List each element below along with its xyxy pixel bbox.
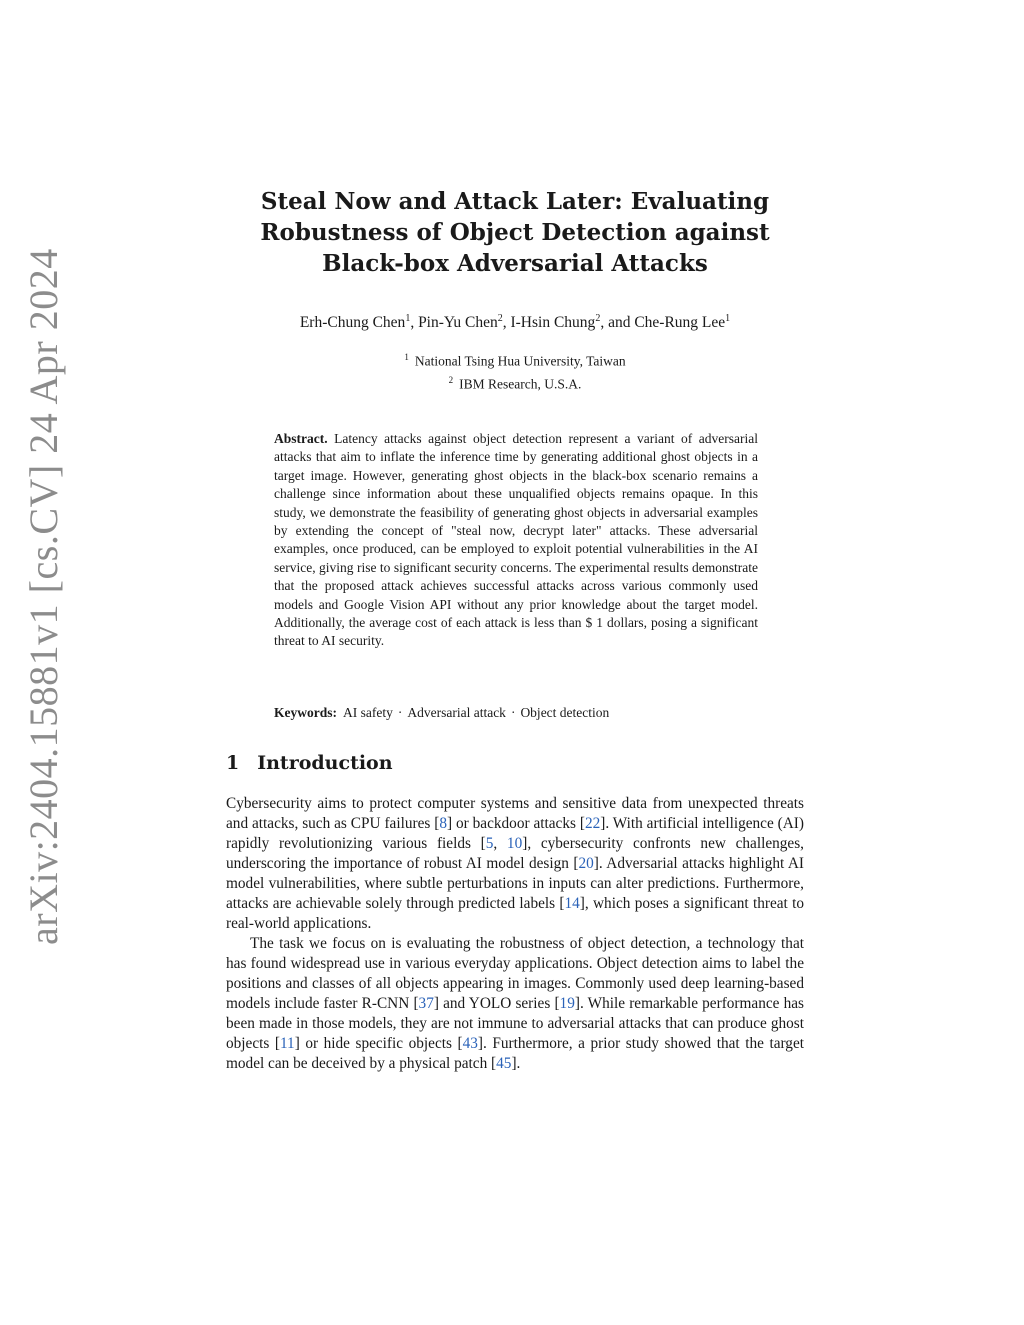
keyword-separator: ·: [510, 705, 516, 720]
author-affiliation-mark: 1: [725, 313, 731, 324]
keyword: AI safety: [343, 705, 393, 720]
paragraph-text: Cybersecurity aims to protect computer systems and sensitive data from unexpected threats and attacks, such as CPU failures [: [226, 795, 804, 832]
abstract-text: Latency attacks against object detection represent a variant of adversarial attacks that aim to inflate the inference time by generating additional ghost objects in a target image. However, generating ghost objects in the black-box scenario remains a challenge since information about these unqualified objects remains opaque. In this study, we demonstrate the feasibility of generating ghost objects in adversarial examples by extending the concept of "steal now, decrypt later" attacks. These adversarial examples, once produced, can be employed to exploit potential vulnerabilities in the AI service, giving rise to significant security concerns. The experimental results demonstrate that the proposed attack achieves successful attacks across various commonly used models and Google Vision API without any prior knowledge about the target model. Additionally, the average cost of each attack is less than $ 1 dollars, posing a significant threat to AI security.: [274, 431, 758, 649]
paragraph: [226, 934, 804, 1074]
keywords-label: Keywords:: [274, 705, 337, 720]
paragraph-text: ] or hide specific objects [: [294, 1035, 463, 1052]
affiliation: $^1$ National Tsing Hua University, Taiwan: [404, 352, 626, 369]
paragraph-text: ]. With artificial intelligence (AI) rapidly revolutionizing various fields [: [226, 815, 804, 852]
paragraph-text: ]. Furthermore, a prior study showed that the target model can be deceived by a physical patch [: [226, 1035, 804, 1072]
citation-link[interactable]: 45: [496, 1055, 512, 1072]
author-affiliation-mark: 2: [595, 313, 601, 324]
section-title: Introduction: [257, 752, 393, 774]
paragraph: [226, 794, 804, 934]
arxiv-identifier-stamp: arXiv:2404.15881v1 [cs.CV] 24 Apr 2024: [21, 248, 66, 945]
citation-link[interactable]: 20: [578, 855, 594, 872]
citation-link[interactable]: 22: [584, 815, 601, 832]
paragraph-text: ]. While remarkable performance has been made in those models, they are not immune to adversarial attacks that can produce ghost objects [: [226, 995, 804, 1052]
author-name: Pin-Yu Chen: [418, 314, 498, 332]
citation-link[interactable]: 10: [506, 835, 523, 852]
citation-link[interactable]: 5: [485, 835, 494, 852]
author-affiliation-mark: 2: [497, 313, 503, 324]
keyword: Adversarial attack: [407, 705, 506, 720]
citation-link[interactable]: 19: [559, 995, 575, 1012]
title-line: Steal Now and Attack Later: Evaluating: [260, 188, 770, 215]
introduction-body: [226, 794, 804, 1074]
paragraph-text: ]. Adversarial attacks highlight AI model vulnerabilities, where subtle perturbations in inputs can alter predictions. Furthermore, attacks are achievable solely through predicted labels [: [226, 855, 805, 912]
keyword: Object detection: [520, 705, 610, 720]
paragraph-text: ].: [511, 1055, 521, 1072]
author-affiliation-mark: 1: [405, 313, 411, 324]
citation-link[interactable]: 11: [279, 1035, 295, 1052]
author-name: Erh-Chung Chen: [299, 314, 406, 332]
author-name: Che-Rung Lee: [634, 314, 726, 332]
paragraph-text: The task we focus on is evaluating the robustness of object detection, a technology that has found widespread use in various everyday applications. Object detection aims to label the positions and classes of all objects appearing in images. Commonly used deep learning-based models include faster R-CNN [: [226, 935, 804, 1012]
paragraph-text: ] or backdoor attacks [: [447, 815, 585, 832]
paragraph-text: ], cybersecurity confronts new challenges, underscoring the importance of robust AI model design [: [226, 835, 804, 872]
paragraph-text: ,: [493, 835, 507, 852]
keywords: [274, 705, 774, 721]
section-heading: [226, 752, 393, 774]
citation-link[interactable]: 43: [462, 1035, 478, 1052]
citation-link[interactable]: 37: [418, 995, 434, 1012]
author-list: Erh-Chung Chen$^1$, Pin-Yu Chen$^2$, I-Hsin Chung$^2$, and Che-Rung Lee$^1$: [299, 313, 731, 332]
abstract-label: Abstract.: [274, 431, 328, 446]
affiliation-list: [230, 348, 800, 393]
affiliation: $^2$ IBM Research, U.S.A.: [448, 374, 582, 391]
section-number: 1: [226, 752, 240, 774]
citation-link[interactable]: 8: [439, 815, 447, 832]
title-line: Robustness of Object Detection against: [260, 219, 770, 246]
keyword-separator: ·: [397, 705, 403, 720]
paragraph-text: ], which poses a significant threat to real-world applications.: [226, 895, 804, 932]
citation-link[interactable]: 14: [564, 895, 580, 912]
author-name: I-Hsin Chung: [510, 314, 596, 332]
paper-title: [230, 186, 800, 279]
abstract: [274, 430, 758, 651]
title-line: Black-box Adversarial Attacks: [322, 250, 708, 277]
paragraph-text: ] and YOLO series [: [433, 995, 560, 1012]
